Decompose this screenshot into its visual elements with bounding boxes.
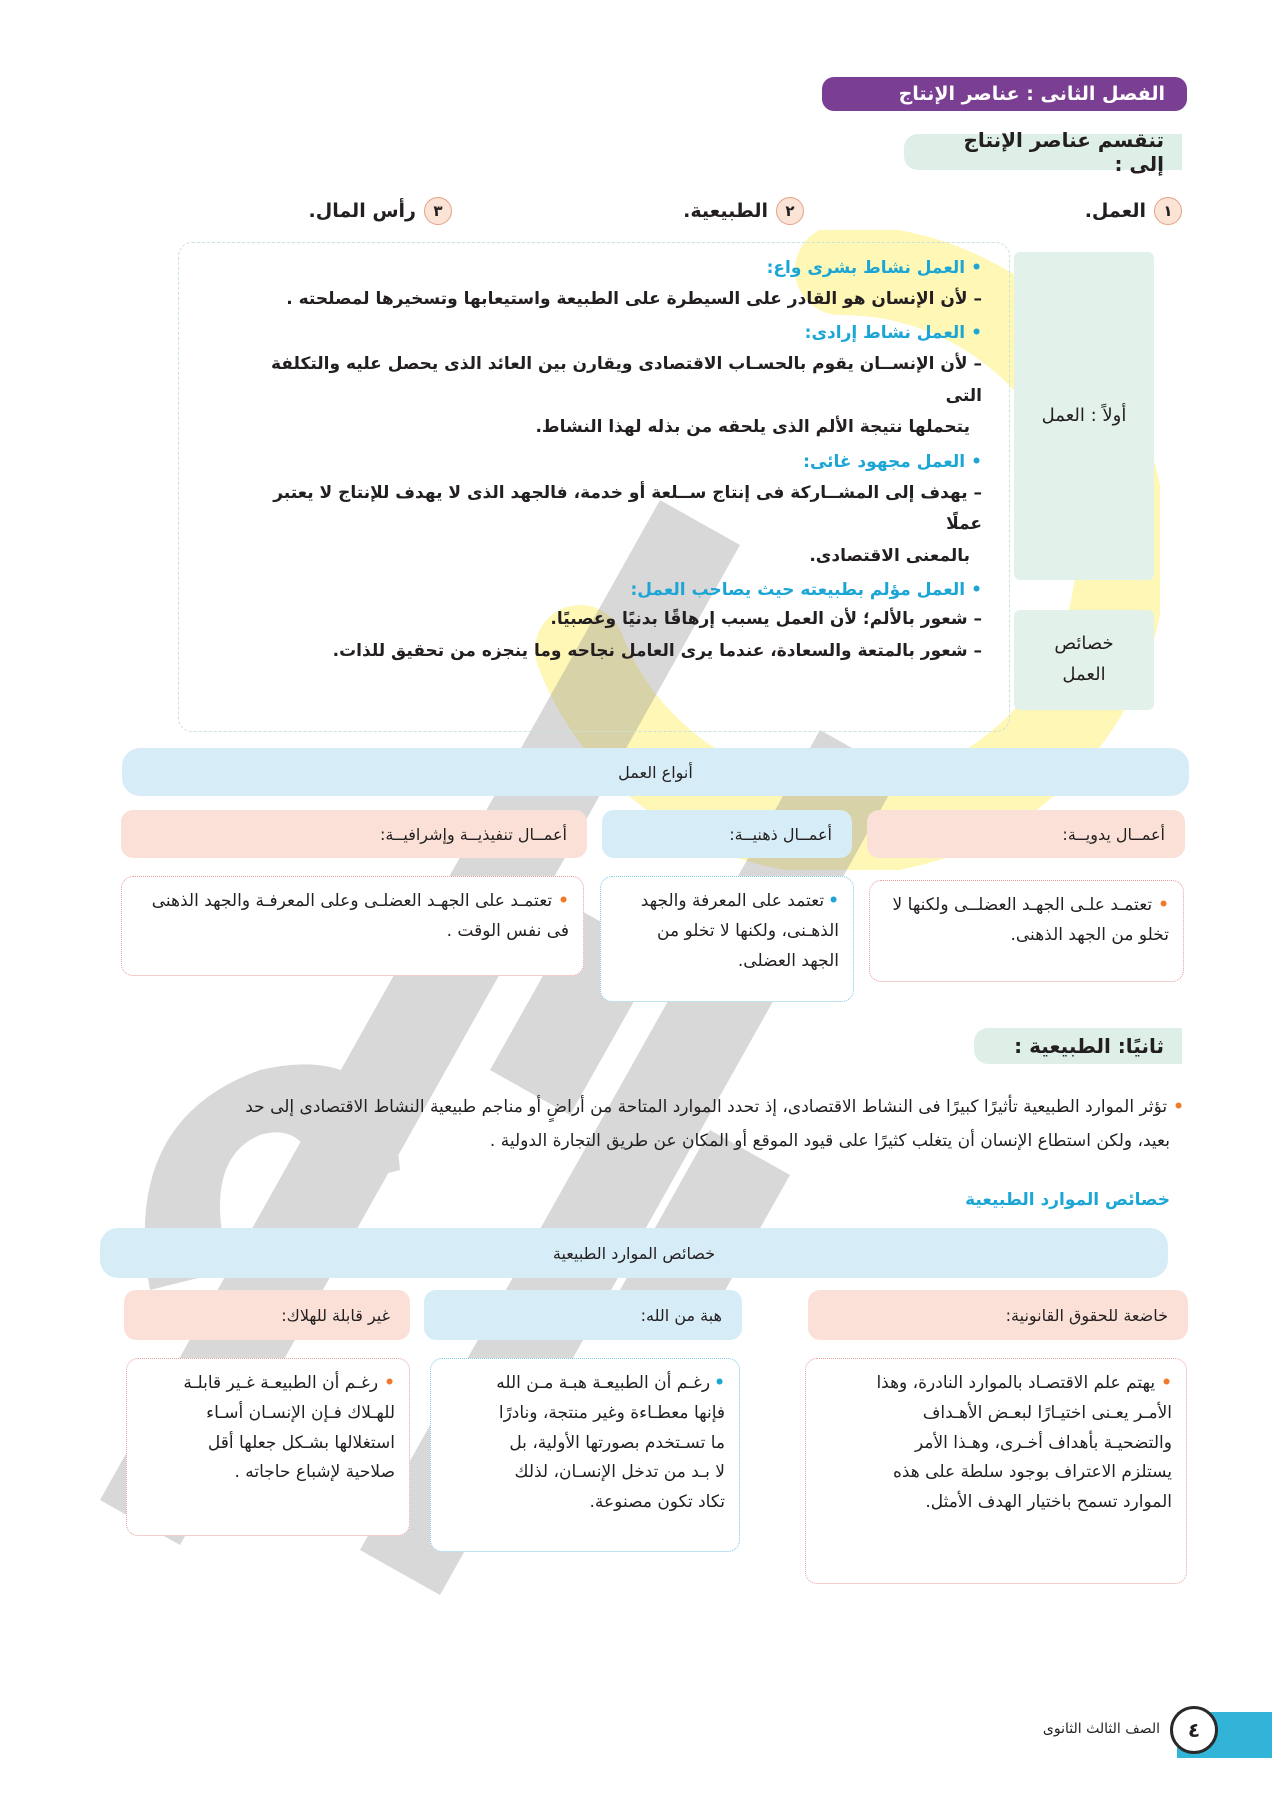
labor-point-line: – لأن الإنســان يقوم بالحسـاب الاقتصادى ويقارن بين العائد الذى يحصل عليه والتكلفة التى: [270, 354, 982, 406]
labor-point-title: • العمل نشاط إرادى:: [252, 323, 982, 343]
nature-paragraph-line: بعيد، ولكن استطاع الإنسان أن يتغلب كثيرًا على قيود الموقع أو المكان عن طريق التجارة الدولية .: [489, 1131, 1170, 1151]
factor-number: ٢: [776, 197, 804, 225]
nature-paragraph-line: •تؤثر الموارد الطبيعية تأثيرًا كبيرًا فى النشاط الاقتصادى، إذ تحدد الموارد المتاحة من أراضٍ أو مناجم طبيعية النشاط الاقتصادى إلى حد: [245, 1097, 1184, 1117]
page-number: ٤: [1170, 1706, 1218, 1754]
nature-subheading: خصائص الموارد الطبيعية: [965, 1190, 1170, 1210]
nature-paragraph: [74, 1090, 1184, 1158]
labor-type-text: تعتمـد علـى الجهـد العضلــى ولكنها لا تخلو من الجهد الذهنى.: [892, 895, 1169, 945]
nature-trait-card: •رغـم أن الطبيعـة هبـة مـن الله فإنها معطـاءة وغير منتجة، ونادرًا ما تسـتخدم بصورتها الأولية، بل لا بـد من تدخل الإنسـان، لذلك تكاد تكون مصنوعة.: [430, 1358, 740, 1552]
nature-trait-tag: هبة من الله:: [424, 1290, 742, 1340]
labor-type-tag: أعمــال يدويــة:: [867, 810, 1185, 858]
nature-traits-banner: خصائص الموارد الطبيعية: [100, 1228, 1168, 1278]
labor-types-banner: أنواع العمل: [122, 748, 1189, 796]
labor-side-label: أولاً : العمل: [1014, 252, 1154, 580]
factor-item: [1085, 197, 1182, 225]
labor-type-tag: أعمــال ذهنيــة:: [602, 810, 852, 858]
factor-item: [308, 197, 452, 225]
traits-label-text: خصائص العمل: [1054, 633, 1114, 685]
labor-type-card: •تعتمد على المعرفة والجهد الذهـنى، ولكنها لا تخلو من الجهد العضلى.: [600, 876, 854, 1002]
labor-type-text: تعتمد على المعرفة والجهد الذهـنى، ولكنها لا تخلو من الجهد العضلى.: [640, 891, 839, 971]
labor-type-tag: أعمــال تنفيذيــة وإشرافيــة:: [121, 810, 587, 858]
labor-point-title: • العمل مؤلم بطبيعته حيث يصاحب العمل:: [252, 580, 982, 600]
factor-label: الطبيعية.: [683, 200, 768, 222]
labor-traits-label: [1014, 610, 1154, 710]
factor-item: [683, 197, 804, 225]
labor-point-line: – شعور بالألم؛ لأن العمل يسبب إرهاقًا بدنيًا وعصبيًا.: [550, 609, 982, 630]
labor-point-line: – شعور بالمتعة والسعادة، عندما يرى العامل نجاحه وما ينجزه من تحقيق للذات.: [332, 640, 982, 661]
labor-point-line: بالمعنى الاقتصادى.: [809, 545, 970, 566]
factor-number: ٣: [424, 197, 452, 225]
footer-grade: الصف الثالث الثانوى: [1042, 1721, 1160, 1737]
labor-type-card: •تعتمـد على الجهـد العضلـى وعلى المعرفـة والجهد الذهنى فى نفس الوقت .: [121, 876, 584, 976]
chapter-title: الفصل الثانى : عناصر الإنتاج: [822, 77, 1187, 111]
labor-point-title: • العمل مجهود غائى:: [252, 452, 982, 472]
factor-number: ١: [1154, 197, 1182, 225]
factor-label: العمل.: [1084, 200, 1146, 222]
labor-type-text: تعتمـد على الجهـد العضلـى وعلى المعرفـة والجهد الذهنى فى نفس الوقت .: [151, 891, 569, 941]
nature-trait-tag: خاضعة للحقوق القانونية:: [808, 1290, 1188, 1340]
labor-point-line: – لأن الإنسان هو القادر على السيطرة على الطبيعة واستيعابها وتسخيرها لمصلحته .: [286, 289, 982, 309]
section-heading-factors: تنقسم عناصر الإنتاج إلى :: [904, 134, 1182, 170]
labor-point-title: • العمل نشاط بشرى واع:: [252, 258, 982, 278]
nature-trait-tag: غير قابلة للهلاك:: [124, 1290, 410, 1340]
labor-point-line: – يهدف إلى المشــاركة فى إنتاج ســلعة أو خدمة، فالجهد الذى لا يهدف للإنتاج لا يعتبر عملًا: [273, 482, 982, 535]
labor-points: [252, 258, 982, 667]
nature-trait-card: •رغـم أن الطبيعـة غـير قابلـة للهـلاك فـإن الإنسـان أسـاء استغلالها بشـكل جعلها أقل صلاحية لإشباع حاجاته .: [126, 1358, 410, 1536]
factor-label: رأس المال.: [308, 200, 416, 222]
labor-type-card: •تعتمـد علـى الجهـد العضلــى ولكنها لا تخلو من الجهد الذهنى.: [869, 880, 1184, 982]
labor-point-line: يتحملها نتيجة الألم الذى يلحقه من بذله لهذا النشاط.: [535, 417, 970, 438]
section-heading-nature: ثانيًا: الطبيعية :: [974, 1028, 1182, 1064]
nature-trait-card: •يهتم علم الاقتصـاد بالموارد النادرة، وهذا الأمـر يعـنى اختيـارًا لبعـض الأهـداف والتضحيـة بأهداف أخـرى، وهـذا الأمر يستلزم الاعتراف بوجود سلطة على هذه الموارد تسمح باختيار الهدف الأمثل.: [805, 1358, 1187, 1584]
